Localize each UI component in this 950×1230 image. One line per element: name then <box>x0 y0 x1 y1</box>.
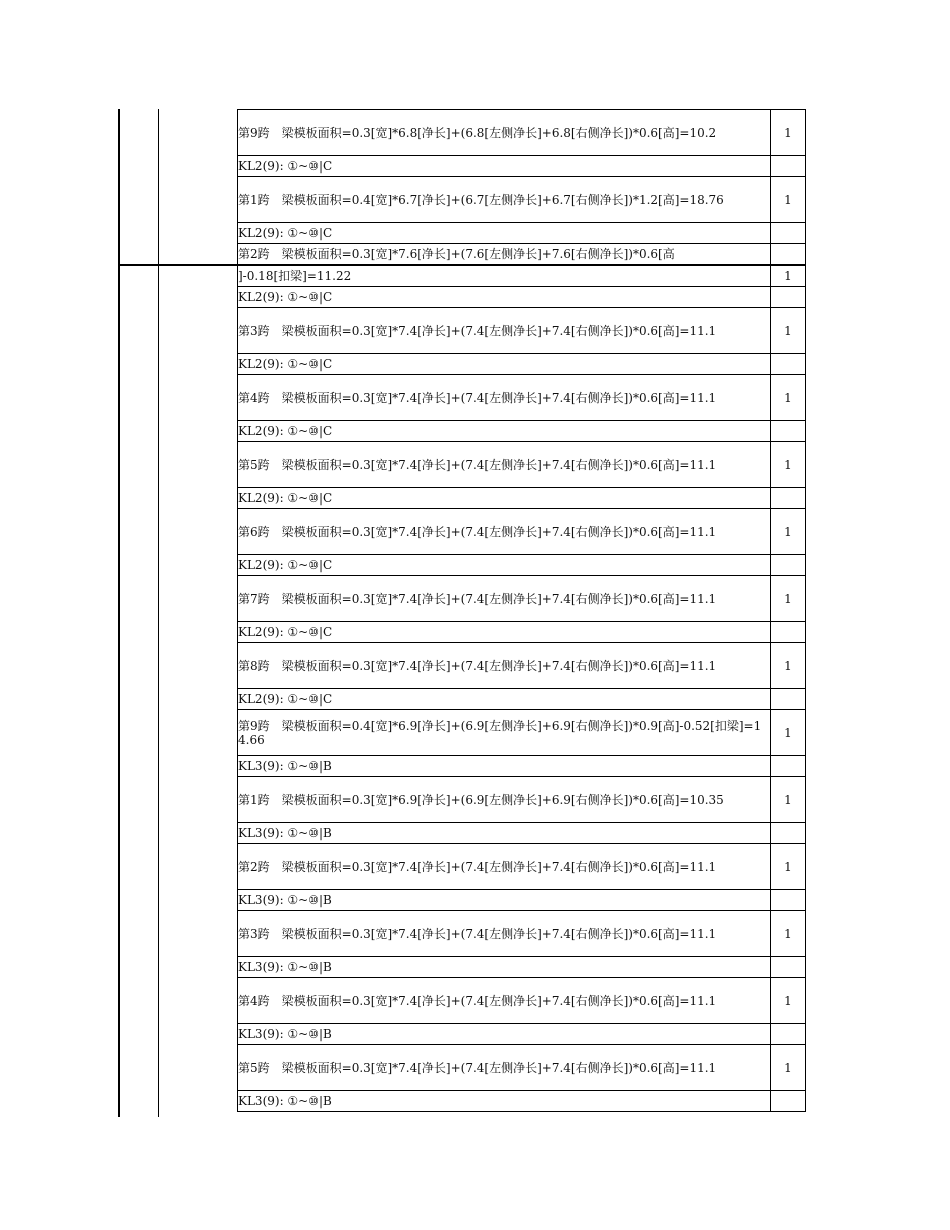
formula-text: KL2(9): ①~⑩|C <box>238 558 333 572</box>
formula-text: 第1跨 梁模板面积=0.4[宽]*6.7[净长]+(6.7[左侧净长]+6.7[右侧净长])*1.2[高]=18.76 <box>238 192 724 207</box>
formula-cell <box>238 823 771 844</box>
table-row <box>238 156 806 177</box>
quantity-cell <box>771 555 806 576</box>
quantity-cell: 1 <box>771 777 806 823</box>
formula-cell <box>238 555 771 576</box>
table-row <box>238 911 806 957</box>
quantity-cell: 1 <box>771 978 806 1024</box>
formula-cell <box>238 911 771 957</box>
formula-cell <box>238 957 771 978</box>
quantity-cell <box>771 622 806 643</box>
formula-text: KL3(9): ①~⑩|B <box>238 960 332 974</box>
formula-cell <box>238 244 771 266</box>
formula-cell <box>238 488 771 509</box>
quantity-cell: 1 <box>771 110 806 156</box>
column-divider-line <box>158 109 159 1117</box>
formula-cell <box>238 978 771 1024</box>
table-row <box>238 287 806 308</box>
formula-text: 第5跨 梁模板面积=0.3[宽]*7.4[净长]+(7.4[左侧净长]+7.4[右侧净长])*0.6[高]=11.1 <box>238 457 717 472</box>
formula-cell <box>238 509 771 555</box>
formula-cell <box>238 890 771 911</box>
quantity-cell: 1 <box>771 844 806 890</box>
formula-cell <box>238 1024 771 1045</box>
formula-text: 第6跨 梁模板面积=0.3[宽]*7.4[净长]+(7.4[左侧净长]+7.4[右侧净长])*0.6[高]=11.1 <box>238 524 717 539</box>
formula-text: 第2跨 梁模板面积=0.3[宽]*7.4[净长]+(7.4[左侧净长]+7.4[右侧净长])*0.6[高]=11.1 <box>238 859 717 874</box>
formula-cell <box>238 354 771 375</box>
table-row <box>238 978 806 1024</box>
calculation-table-body <box>238 110 806 1112</box>
formula-text: 第4跨 梁模板面积=0.3[宽]*7.4[净长]+(7.4[左侧净长]+7.4[右侧净长])*0.6[高]=11.1 <box>238 390 717 405</box>
formula-cell <box>238 287 771 308</box>
quantity-cell <box>771 1024 806 1045</box>
table-row <box>238 622 806 643</box>
formula-text: ]-0.18[扣梁]=11.22 <box>238 269 352 283</box>
formula-cell <box>238 710 771 756</box>
quantity-cell <box>771 156 806 177</box>
table-row <box>238 223 806 244</box>
formula-text: 第9跨 梁模板面积=0.3[宽]*6.8[净长]+(6.8[左侧净长]+6.8[右侧净长])*0.6[高]=10.2 <box>238 125 717 140</box>
formula-text: 第2跨 梁模板面积=0.3[宽]*7.6[净长]+(7.6[左侧净长]+7.6[右侧净长])*0.6[高 <box>238 247 675 261</box>
quantity-cell <box>771 689 806 710</box>
table-row <box>238 354 806 375</box>
quantity-cell <box>771 1091 806 1112</box>
table-row <box>238 509 806 555</box>
formula-text: KL2(9): ①~⑩|C <box>238 290 333 304</box>
formula-text: KL2(9): ①~⑩|C <box>238 159 333 173</box>
quantity-cell: 1 <box>771 911 806 957</box>
table-row <box>238 555 806 576</box>
formula-cell <box>238 156 771 177</box>
quantity-cell <box>771 287 806 308</box>
formula-text: 第8跨 梁模板面积=0.3[宽]*7.4[净长]+(7.4[左侧净长]+7.4[右侧净长])*0.6[高]=11.1 <box>238 658 717 673</box>
table-row <box>238 177 806 223</box>
table-row <box>238 442 806 488</box>
formula-cell <box>238 442 771 488</box>
quantity-cell: 1 <box>771 509 806 555</box>
section-separator-line <box>118 264 238 266</box>
formula-cell <box>238 689 771 710</box>
formula-text: KL3(9): ①~⑩|B <box>238 759 332 773</box>
quantity-cell <box>771 957 806 978</box>
formula-cell <box>238 1045 771 1091</box>
table-row <box>238 1091 806 1112</box>
quantity-cell <box>771 756 806 777</box>
formula-cell <box>238 308 771 354</box>
quantity-cell: 1 <box>771 308 806 354</box>
formula-text: 第3跨 梁模板面积=0.3[宽]*7.4[净长]+(7.4[左侧净长]+7.4[右侧净长])*0.6[高]=11.1 <box>238 926 717 941</box>
table-row <box>238 110 806 156</box>
table-row <box>238 576 806 622</box>
formula-cell <box>238 576 771 622</box>
formula-text: 第3跨 梁模板面积=0.3[宽]*7.4[净长]+(7.4[左侧净长]+7.4[右侧净长])*0.6[高]=11.1 <box>238 323 717 338</box>
quantity-cell <box>771 823 806 844</box>
formula-cell <box>238 777 771 823</box>
table-row <box>238 488 806 509</box>
formula-text: 第5跨 梁模板面积=0.3[宽]*7.4[净长]+(7.4[左侧净长]+7.4[右侧净长])*0.6[高]=11.1 <box>238 1060 717 1075</box>
formula-text: 第9跨 梁模板面积=0.4[宽]*6.9[净长]+(6.9[左侧净长]+6.9[右侧净长])*0.9[高]-0.52[扣梁]=14.66 <box>238 718 762 747</box>
calculation-table <box>237 109 806 1112</box>
table-row <box>238 1024 806 1045</box>
quantity-cell <box>771 223 806 244</box>
table-row <box>238 710 806 756</box>
quantity-cell: 1 <box>771 576 806 622</box>
table-row <box>238 756 806 777</box>
formula-text: KL2(9): ①~⑩|C <box>238 357 333 371</box>
formula-text: 第4跨 梁模板面积=0.3[宽]*7.4[净长]+(7.4[左侧净长]+7.4[右侧净长])*0.6[高]=11.1 <box>238 993 717 1008</box>
formula-cell <box>238 643 771 689</box>
table-row <box>238 421 806 442</box>
formula-text: KL2(9): ①~⑩|C <box>238 226 333 240</box>
table-row <box>238 844 806 890</box>
formula-cell <box>238 756 771 777</box>
table-row <box>238 689 806 710</box>
formula-text: KL2(9): ①~⑩|C <box>238 625 333 639</box>
table-row <box>238 777 806 823</box>
quantity-cell <box>771 421 806 442</box>
quantity-cell <box>771 354 806 375</box>
quantity-cell: 1 <box>771 442 806 488</box>
formula-text: 第7跨 梁模板面积=0.3[宽]*7.4[净长]+(7.4[左侧净长]+7.4[右侧净长])*0.6[高]=11.1 <box>238 591 717 606</box>
table-row <box>238 265 806 287</box>
formula-text: KL3(9): ①~⑩|B <box>238 1094 332 1108</box>
quantity-cell <box>771 890 806 911</box>
formula-cell <box>238 421 771 442</box>
formula-text: 第1跨 梁模板面积=0.3[宽]*6.9[净长]+(6.9[左侧净长]+6.9[右侧净长])*0.6[高]=10.35 <box>238 792 724 807</box>
quantity-cell: 1 <box>771 710 806 756</box>
table-row <box>238 643 806 689</box>
quantity-cell <box>771 244 806 266</box>
table-row <box>238 890 806 911</box>
formula-cell <box>238 622 771 643</box>
formula-text: KL3(9): ①~⑩|B <box>238 893 332 907</box>
formula-cell <box>238 223 771 244</box>
formula-cell <box>238 375 771 421</box>
formula-cell <box>238 177 771 223</box>
quantity-cell: 1 <box>771 1045 806 1091</box>
formula-text: KL2(9): ①~⑩|C <box>238 692 333 706</box>
quantity-cell: 1 <box>771 265 806 287</box>
quantity-cell: 1 <box>771 643 806 689</box>
formula-cell <box>238 844 771 890</box>
formula-cell <box>238 1091 771 1112</box>
quantity-cell: 1 <box>771 177 806 223</box>
table-row <box>238 308 806 354</box>
table-row <box>238 244 806 266</box>
formula-text: KL2(9): ①~⑩|C <box>238 424 333 438</box>
formula-text: KL3(9): ①~⑩|B <box>238 826 332 840</box>
table-row <box>238 375 806 421</box>
formula-cell <box>238 265 771 287</box>
quantity-cell: 1 <box>771 375 806 421</box>
formula-text: KL3(9): ①~⑩|B <box>238 1027 332 1041</box>
table-row <box>238 1045 806 1091</box>
quantity-cell <box>771 488 806 509</box>
table-row <box>238 957 806 978</box>
left-border-line <box>118 109 120 1117</box>
formula-cell <box>238 110 771 156</box>
table-row <box>238 823 806 844</box>
formula-text: KL2(9): ①~⑩|C <box>238 491 333 505</box>
